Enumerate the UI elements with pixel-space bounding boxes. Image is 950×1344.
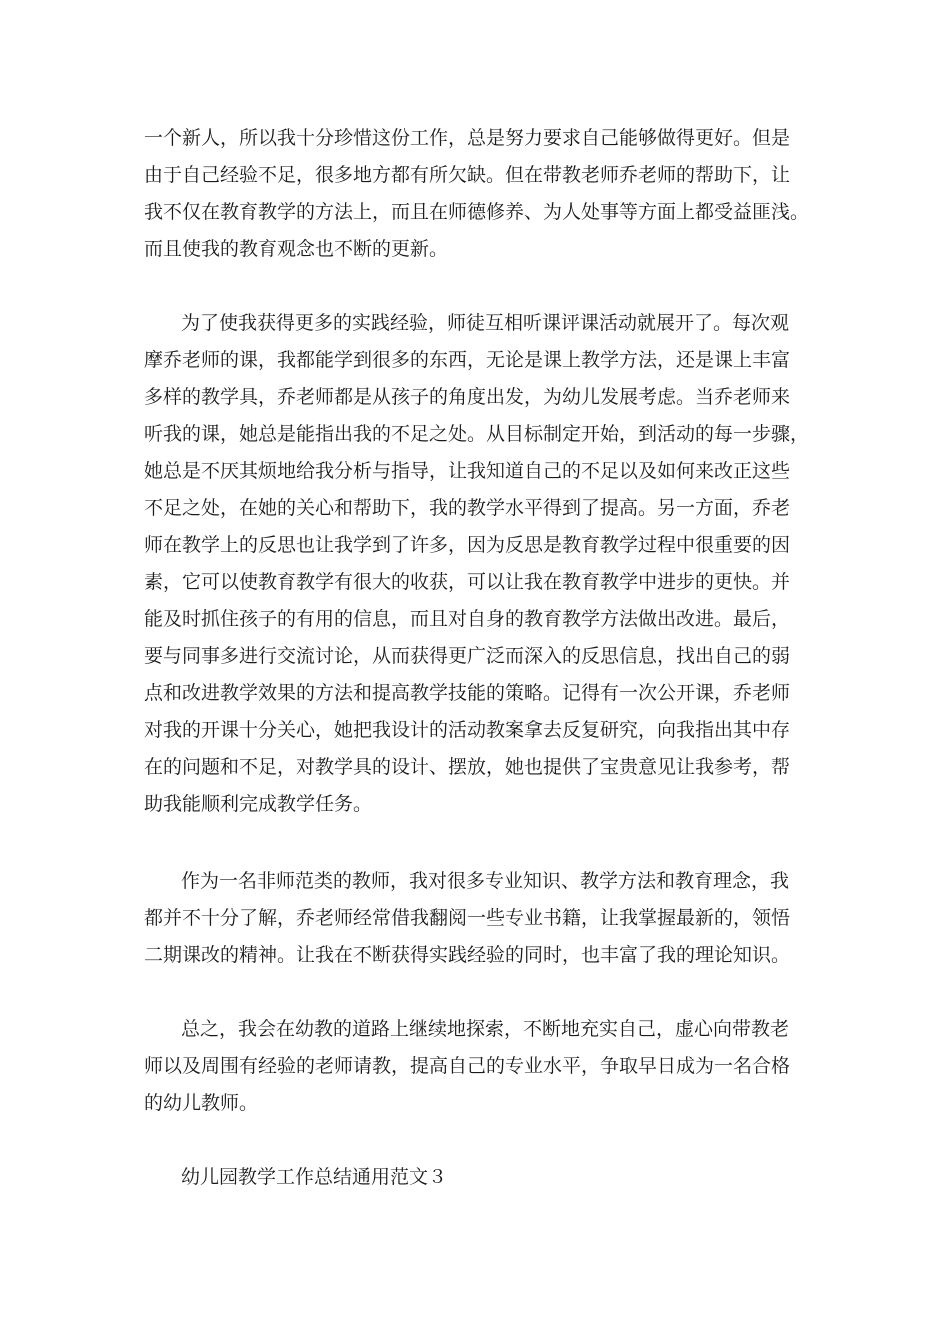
paragraph-1-line-3: 我不仅在教育教学的方法上，而且在师德修养、为人处事等方面上都受益匪浅。	[144, 201, 810, 223]
paragraph-1-line-4: 而且使我的教育观念也不断的更新。	[144, 238, 449, 260]
paragraph-3-line-3: 二期课改的精神。让我在不断获得实践经验的同时，也丰富了我的理论知识。	[144, 944, 791, 966]
paragraph-2-line-4: 听我的课，她总是能指出我的不足之处。从目标制定开始，到活动的每一步骤，	[144, 423, 810, 445]
paragraph-2-line-1: 为了使我获得更多的实践经验，师徒互相听课评课活动就展开了。每次观	[181, 312, 790, 334]
section-heading: 幼儿园教学工作总结通用范文３	[181, 1166, 448, 1188]
paragraph-3-line-1: 作为一名非师范类的教师，我对很多专业知识、教学方法和教育理念，我	[181, 870, 790, 892]
paragraph-4-line-1: 总之，我会在幼教的道路上继续地探索，不断地充实自己，虚心向带教老	[181, 1018, 790, 1040]
paragraph-2-line-14: 助我能顺利完成教学任务。	[144, 793, 373, 815]
paragraph-2-line-3: 多样的教学具，乔老师都是从孩子的角度出发，为幼儿发展考虑。当乔老师来	[144, 386, 791, 408]
paragraph-2-line-7: 师在教学上的反思也让我学到了许多，因为反思是教育教学过程中很重要的因	[144, 534, 791, 556]
paragraph-2-line-9: 能及时抓住孩子的有用的信息，而且对自身的教育教学方法做出改进。最后，	[144, 608, 791, 630]
paragraph-4-line-3: 的幼儿教师。	[144, 1092, 259, 1114]
paragraph-2-line-5: 她总是不厌其烦地给我分析与指导，让我知道自己的不足以及如何来改正这些	[144, 460, 791, 482]
paragraph-2-line-11: 点和改进教学效果的方法和提高教学技能的策略。记得有一次公开课，乔老师	[144, 682, 791, 704]
paragraph-3-line-2: 都并不十分了解，乔老师经常借我翻阅一些专业书籍，让我掌握最新的，领悟	[144, 907, 791, 929]
paragraph-1-line-1: 一个新人，所以我十分珍惜这份工作，总是努力要求自己能够做得更好。但是	[144, 127, 791, 149]
paragraph-2-line-12: 对我的开课十分关心，她把我设计的活动教案拿去反复研究，向我指出其中存	[144, 719, 791, 741]
paragraph-4-line-2: 师以及周围有经验的老师请教，提高自己的专业水平，争取早日成为一名合格	[144, 1055, 791, 1077]
paragraph-2-line-6: 不足之处，在她的关心和帮助下，我的教学水平得到了提高。另一方面，乔老	[144, 497, 791, 519]
paragraph-2-line-13: 在的问题和不足，对教学具的设计、摆放，她也提供了宝贵意见让我参考，帮	[144, 756, 791, 778]
paragraph-2-line-2: 摩乔老师的课，我都能学到很多的东西，无论是课上教学方法，还是课上丰富	[144, 349, 791, 371]
paragraph-1-line-2: 由于自己经验不足，很多地方都有所欠缺。但在带教老师乔老师的帮助下，让	[144, 164, 791, 186]
paragraph-2-line-10: 要与同事多进行交流讨论，从而获得更广泛而深入的反思信息，找出自己的弱	[144, 645, 791, 667]
paragraph-2-line-8: 素，它可以使教育教学有很大的收获，可以让我在教育教学中进步的更快。并	[144, 571, 791, 593]
